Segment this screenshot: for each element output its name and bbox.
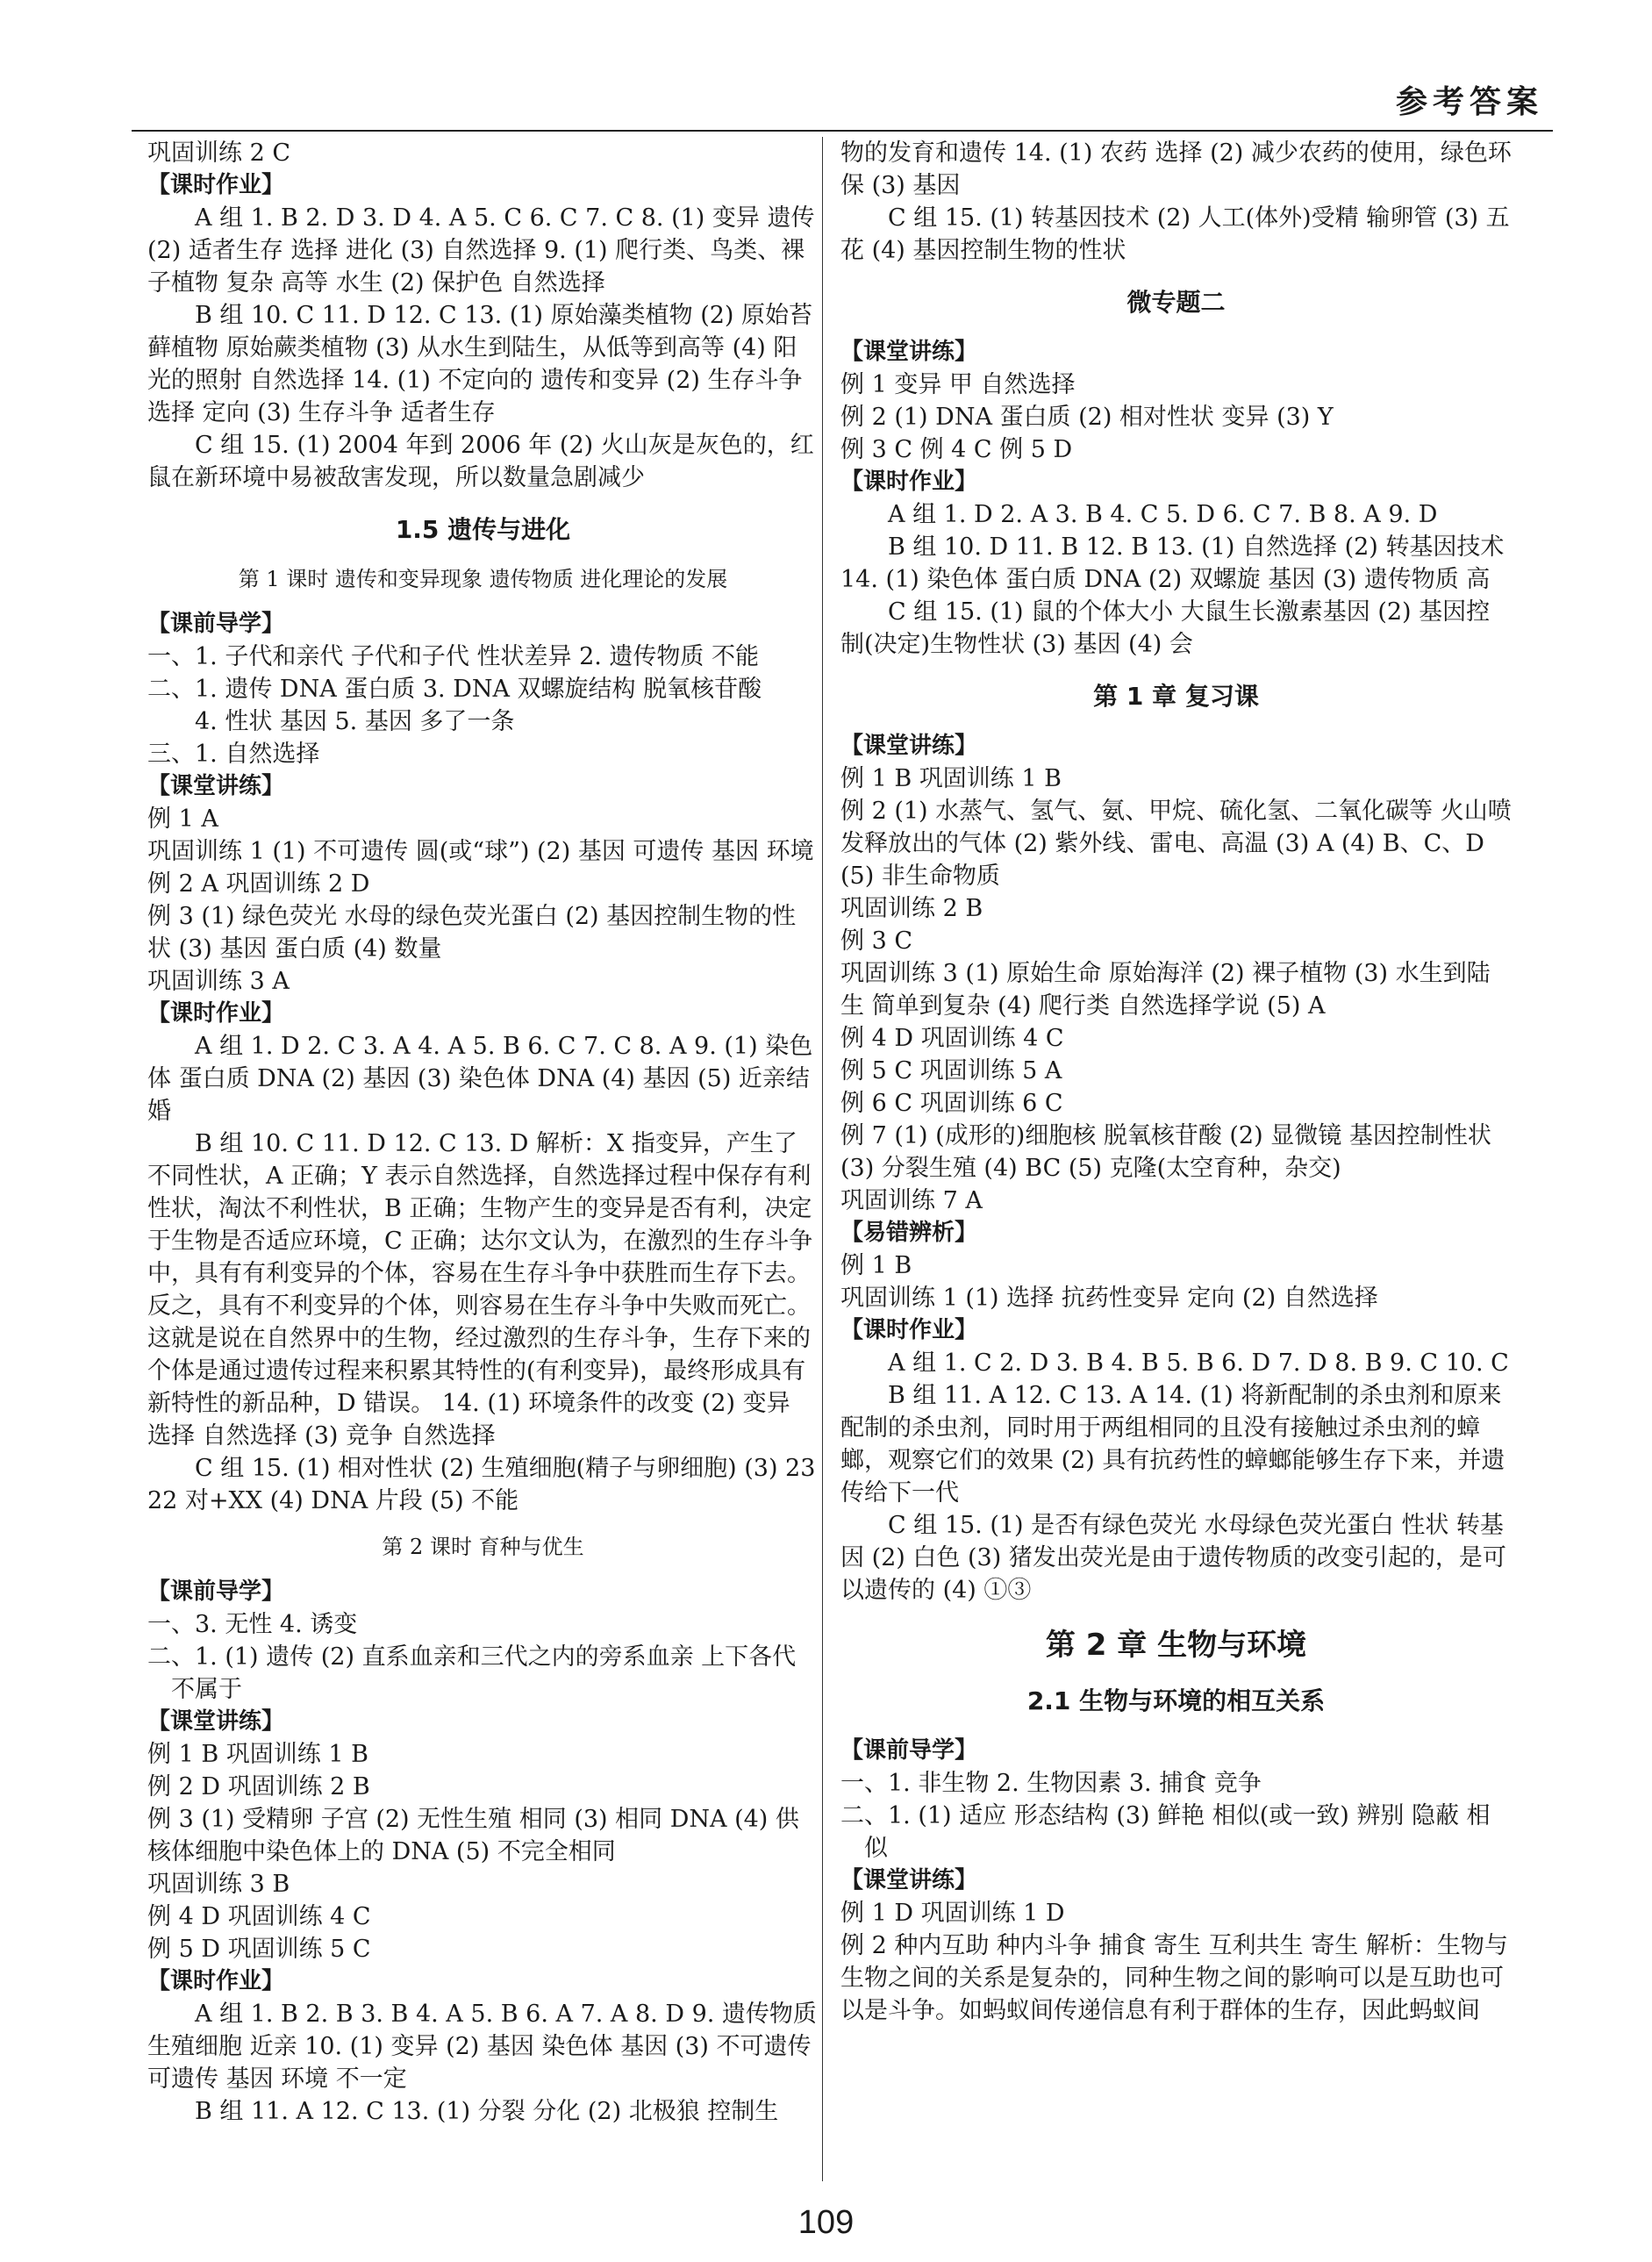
answer-line: 例 2 (1) DNA 蛋白质 (2) 相对性状 变异 (3) Y — [840, 404, 1334, 431]
answer-line: 巩固训练 7 A — [840, 1187, 983, 1214]
answer-group: B 组 10. D 11. B 12. B 13. (1) 自然选择 (2) 转基因技术 14. (1) 染色体 蛋白质 DNA (2) 双螺旋 基因 (3) 遗传物质 高 — [840, 533, 1505, 593]
header-rule — [132, 130, 1553, 132]
answer-line: 例 4 D 巩固训练 4 C — [147, 1903, 371, 1930]
section-tag: 【课堂讲练】 — [840, 733, 978, 759]
answer-group: B 组 10. C 11. D 12. C 13. (1) 原始藻类植物 (2) 原始苔藓植物 原始蕨类植物 (3) 从水生到陆生，从低等到高等 (4) 阳光的照射 自然选择 14. (1) 不定向的 遗传和变异 (2) 生存斗争 选择 定向 (3) 生存斗争 适者生存 — [147, 302, 813, 426]
left-answer-column — [147, 137, 819, 2128]
answer-group: A 组 1. D 2. A 3. B 4. C 5. D 6. C 7. B 8. A 9. D — [888, 501, 1438, 528]
answer-group: A 组 1. B 2. B 3. B 4. A 5. B 6. A 7. A 8. D 9. 遗传物质 生殖细胞 近亲 10. (1) 变异 (2) 基因 染色体 基因 (3) 不可遗传 可遗传 基因 环境 不一定 — [147, 2001, 817, 2093]
section-heading: 2.1 生物与环境的相互关系 — [1026, 1686, 1326, 1715]
answer-group: C 组 15. (1) 是否有绿色荧光 水母绿色荧光蛋白 性状 转基因 (2) 白色 (3) 猪发出荧光是由于遗传物质的改变引起的，是可以遗传的 (4) ①③ — [840, 1512, 1506, 1604]
answer-line: 例 3 C — [840, 927, 913, 955]
section-heading: 第 1 章 复习课 — [1093, 682, 1259, 711]
answer-line: 例 5 D 巩固训练 5 C — [147, 1936, 371, 1963]
answer-group: A 组 1. D 2. C 3. A 4. A 5. B 6. C 7. C 8. A 9. (1) 染色体 蛋白质 DNA (2) 基因 (3) 染色体 DNA (4) 基因 (5) 近亲结婚 — [147, 1033, 813, 1125]
section-tag: 【课堂讲练】 — [147, 1708, 285, 1735]
answer-line: 例 7 (1) (成形的)细胞核 脱氧核苷酸 (2) 显微镜 基因控制性状 (3) 分裂生殖 (4) BC (5) 克隆(太空育种，杂交) — [840, 1122, 1491, 1182]
answer-line: 4. 性状 基因 5. 基因 多了一条 — [195, 708, 515, 735]
answer-group: C 组 15. (1) 2004 年到 2006 年 (2) 火山灰是灰色的，红鼠在新环境中易被敌害发现，所以数量急剧减少 — [147, 432, 814, 491]
section-heading: 1.5 遗传与进化 — [395, 515, 571, 544]
answer-line: 例 1 B 巩固训练 1 B — [147, 1741, 368, 1768]
section-tag: 【课前导学】 — [147, 1578, 285, 1605]
lesson-subheading: 第 1 课时 遗传和变异现象 遗传物质 进化理论的发展 — [238, 567, 728, 591]
answer-line: 三、1. 自然选择 — [147, 741, 320, 768]
answer-line: 巩固训练 2 C — [147, 140, 291, 167]
answer-group: C 组 15. (1) 转基因技术 (2) 人工(体外)受精 输卵管 (3) 五花 (4) 基因控制生物的性状 — [840, 204, 1510, 264]
section-tag: 【易错辨析】 — [840, 1220, 978, 1246]
answer-line: 二、1. (1) 遗传 (2) 直系血亲和三代之内的旁系血亲 上下各代不属于 — [147, 1643, 797, 1703]
answer-line: 巩固训练 3 (1) 原始生命 原始海洋 (2) 裸子植物 (3) 水生到陆生 简单到复杂 (4) 爬行类 自然选择学说 (5) A — [840, 960, 1491, 1020]
section-tag: 【课时作业】 — [840, 1317, 978, 1343]
answer-group: B 组 11. A 12. C 13. (1) 分裂 分化 (2) 北极狼 控制生 — [195, 2098, 779, 2125]
page-number: 109 — [797, 2204, 855, 2241]
answer-line: 二、1. (1) 适应 形态结构 (3) 鲜艳 相似(或一致) 辨别 隐蔽 相似 — [840, 1802, 1491, 1862]
answer-line: 巩固训练 1 (1) 选择 抗药性变异 定向 (2) 自然选择 — [840, 1285, 1378, 1312]
answer-line: 例 2 (1) 水蒸气、氢气、氨、甲烷、硫化氢、二氧化碳等 火山喷发释放出的气体 (2) 紫外线、雷电、高温 (3) A (4) B、C、D (5) 非生命物质 — [840, 798, 1512, 890]
section-heading: 微专题二 — [1126, 288, 1226, 317]
answer-line: 二、1. 遗传 DNA 蛋白质 3. DNA 双螺旋结构 脱氧核苷酸 — [147, 676, 762, 703]
answer-group: B 组 11. A 12. C 13. A 14. (1) 将新配制的杀虫剂和原来配制的杀虫剂，同时用于两组相同的且没有接触过杀虫剂的蟑螂，观察它们的效果 (2) 具有抗药性的蟑螂能够生存下来，并遗传给下一代 — [840, 1382, 1505, 1507]
answer-line: 例 1 B — [840, 1252, 912, 1279]
answer-line: 巩固训练 1 (1) 不可遗传 圆(或“球”) (2) 基因 可遗传 基因 环境 — [147, 838, 814, 865]
answer-line: 例 6 C 巩固训练 6 C — [840, 1090, 1063, 1117]
section-tag: 【课堂讲练】 — [840, 339, 978, 365]
answer-group: C 组 15. (1) 相对性状 (2) 生殖细胞(精子与卵细胞) (3) 23 22 对+XX (4) DNA 片段 (5) 不能 — [147, 1455, 816, 1514]
answer-line: 一、1. 子代和亲代 子代和子代 性状差异 2. 遗传物质 不能 — [147, 643, 760, 670]
answer-group: C 组 15. (1) 鼠的个体大小 大鼠生长激素基因 (2) 基因控制(决定)生物性状 (3) 基因 (4) 会 — [840, 598, 1491, 658]
answer-group: A 组 1. B 2. D 3. D 4. A 5. C 6. C 7. C 8. (1) 变异 遗传 (2) 适者生存 选择 进化 (3) 自然选择 9. (1) 爬行类、鸟类、裸子植物 复杂 高等 水生 (2) 保护色 自然选择 — [147, 204, 815, 297]
answer-line: 例 1 变异 甲 自然选择 — [840, 371, 1076, 398]
section-tag: 【课前导学】 — [147, 611, 285, 637]
section-tag: 【课时作业】 — [840, 469, 978, 495]
section-tag: 【课时作业】 — [147, 1000, 285, 1027]
answer-line: 例 3 C 例 4 C 例 5 D — [840, 436, 1073, 463]
answer-group: B 组 10. C 11. D 12. C 13. D 解析：X 指变异，产生了不同性状，A 正确；Y 表示自然选择，自然选择过程中保存有利性状，淘汰不利性状，B 正确；生物产生的变异是否有利，决定于生物是否适应环境，C 正确；达尔文认为，在激烈的生存斗争中，具有有利变异的个体，容易在生存斗争中获胜而生存下去。反之，具有不利变异的个体，则容易在生存斗争中失败而死亡。这就是说在自然界中的生物，经过激烈的生存斗争，生存下来的个体是通过遗传过程来积累其特性的(有利变异)，最终形成具有新特性的新品种，D 错误。 14. (1) 环境条件的改变 (2) 变异 选择 自然选择 (3) 竞争 自然选择 — [147, 1130, 813, 1450]
answer-line: 例 1 D 巩固训练 1 D — [840, 1900, 1065, 1927]
answer-line: 巩固训练 3 A — [147, 968, 290, 995]
answer-line: 物的发育和遗传 14. (1) 农药 选择 (2) 减少农药的使用，绿色环保 (3) 基因 — [840, 140, 1512, 199]
answer-line: 例 3 (1) 受精卵 子宫 (2) 无性生殖 相同 (3) 相同 DNA (4) 供核体细胞中染色体上的 DNA (5) 不完全相同 — [147, 1806, 799, 1865]
section-tag: 【课时作业】 — [147, 172, 285, 198]
answer-line: 巩固训练 2 B — [840, 895, 983, 922]
page-header-title: 参考答案 — [1395, 84, 1543, 120]
chapter-heading: 第 2 章 生物与环境 — [1045, 1628, 1307, 1663]
lesson-subheading: 第 2 课时 育种与优生 — [382, 1535, 584, 1559]
right-answer-column — [840, 137, 1512, 2027]
answer-line: 例 1 B 巩固训练 1 B — [840, 765, 1062, 792]
answer-line: 一、1. 非生物 2. 生物因素 3. 捕食 竞争 — [840, 1770, 1262, 1797]
answer-line: 巩固训练 3 B — [147, 1871, 290, 1898]
section-tag: 【课堂讲练】 — [147, 773, 285, 799]
answer-line: 例 2 A 巩固训练 2 D — [147, 870, 370, 898]
answer-line: 例 2 种内互助 种内斗争 捕食 寄生 互利共生 寄生 解析：生物与生物之间的关系是复杂的，同种生物之间的影响可以是互助也可以是斗争。如蚂蚁间传递信息有利于群体的生存，因此蚂蚁间 — [840, 1932, 1508, 2024]
section-tag: 【课时作业】 — [147, 1968, 285, 1994]
answer-line: 例 2 D 巩固训练 2 B — [147, 1773, 370, 1800]
answer-line: 例 1 A — [147, 805, 218, 833]
column-divider — [822, 137, 823, 2181]
answer-group: A 组 1. C 2. D 3. B 4. B 5. B 6. D 7. D 8. B 9. C 10. C — [888, 1349, 1509, 1377]
answer-line: 例 3 (1) 绿色荧光 水母的绿色荧光蛋白 (2) 基因控制生物的性状 (3) 基因 蛋白质 (4) 数量 — [147, 903, 797, 963]
answer-line: 例 4 D 巩固训练 4 C — [840, 1025, 1064, 1052]
section-tag: 【课前导学】 — [840, 1737, 978, 1764]
section-tag: 【课堂讲练】 — [840, 1867, 978, 1893]
answer-line: 例 5 C 巩固训练 5 A — [840, 1057, 1062, 1084]
answer-line: 一、3. 无性 4. 诱变 — [147, 1611, 358, 1638]
